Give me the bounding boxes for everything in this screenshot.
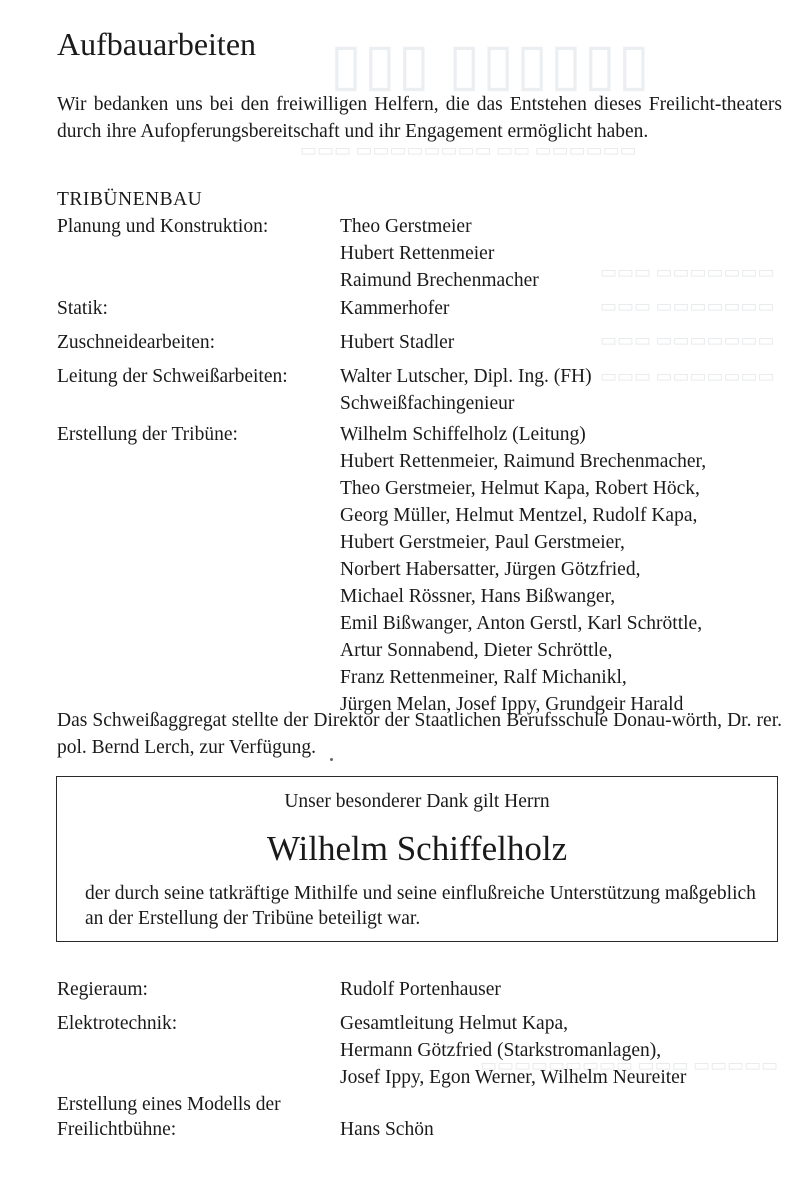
credit-label: Regieraum: — [57, 979, 148, 1000]
credit-name: Emil Bißwanger, Anton Gerstl, Karl Schröttle, — [340, 613, 703, 634]
section-title: TRIBÜNENBAU — [57, 189, 203, 210]
credit-name: Hubert Rettenmeier — [340, 243, 495, 264]
credit-name: Josef Ippy, Egon Werner, Wilhelm Neureiter — [340, 1067, 687, 1088]
credit-name: Raimund Brechenmacher — [340, 270, 539, 291]
speck — [330, 758, 333, 761]
show-through-text: ▭▭▭▭▭▭▭▭▭ ▭▭▭ ▭▭▭▭▭ — [480, 1055, 779, 1075]
credit-name: Theo Gerstmeier — [340, 216, 472, 237]
credit-label: Erstellung der Tribüne: — [57, 424, 238, 445]
show-through-text: ▯▯▯ ▯▯▯▯▯▯ — [330, 32, 652, 97]
credit-label: Planung und Konstruktion: — [57, 216, 269, 237]
credit-name: Rudolf Portenhauser — [340, 979, 501, 1000]
welder-note: Das Schweißaggregat stellte der Direktor der Staatlichen Berufsschule Donau-wörth, Dr. rer. pol. Bernd Lerch, zur Verfügung. — [57, 710, 782, 758]
credit-name: Michael Rössner, Hans Bißwanger, — [340, 586, 616, 607]
credit-name: Artur Sonnabend, Dieter Schröttle, — [340, 640, 613, 661]
credit-names — [340, 363, 790, 417]
show-through-text: ▭▭▭ ▭▭▭▭▭▭▭ — [600, 262, 775, 282]
credit-name: Hermann Götzfried (Starkstromanlagen), — [340, 1040, 662, 1061]
show-through-text: ▭▭▭ ▭▭▭▭▭▭▭ — [600, 330, 775, 350]
credit-names — [340, 421, 790, 718]
credit-names — [340, 295, 790, 322]
credit-label: Zuschneidearbeiten: — [57, 332, 216, 353]
credit-name: Norbert Habersatter, Jürgen Götzfried, — [340, 559, 641, 580]
credit-names — [340, 1010, 790, 1091]
credit-label: Erstellung eines Modells der Freilichtbühne: — [57, 1094, 281, 1140]
page-title: Aufbauarbeiten — [57, 26, 257, 62]
show-through-text: ▭▭▭ ▭▭▭▭▭▭▭ — [600, 296, 775, 316]
credit-name: Hubert Stadler — [340, 332, 455, 353]
credit-label: Elektrotechnik: — [57, 1013, 178, 1034]
credit-name: Hubert Gerstmeier, Paul Gerstmeier, — [340, 532, 625, 553]
show-through-text: ▭▭▭ ▭▭▭▭▭▭▭ — [600, 366, 775, 386]
intro-paragraph: Wir bedanken uns bei den freiwilligen Helfern, die das Entstehen dieses Freilicht-theaters durch ihre Aufopferungsbereitschaft und ihr Engagement ermöglicht haben. — [57, 94, 782, 142]
credit-name: Hans Schön — [340, 1119, 434, 1140]
credit-name: Walter Lutscher, Dipl. Ing. (FH) — [340, 366, 592, 387]
special-thanks-box — [56, 776, 778, 942]
special-thanks-intro: Unser besonderer Dank gilt Herrn — [284, 791, 550, 812]
credit-label: Leitung der Schweißarbeiten: — [57, 366, 288, 387]
credit-names — [340, 976, 790, 1003]
credit-name: Jürgen Melan, Josef Ippy, Grundgeir Harald — [340, 694, 684, 715]
show-through-text: ▭▭▭ ▭▭▭▭▭▭▭▭ ▭▭ ▭▭▭▭▭▭ — [300, 140, 637, 160]
credit-name: Theo Gerstmeier, Helmut Kapa, Robert Höck, — [340, 478, 700, 499]
credit-name: Georg Müller, Helmut Mentzel, Rudolf Kapa, — [340, 505, 698, 526]
credit-name: Wilhelm Schiffelholz (Leitung) — [340, 424, 586, 445]
credit-names — [340, 1117, 790, 1142]
credit-name: Gesamtleitung Helmut Kapa, — [340, 1013, 568, 1034]
special-thanks-text: der durch seine tatkräftige Mithilfe und seine einflußreiche Unterstützung maßgeblich an der Erstellung der Tribüne beteiligt war. — [85, 883, 756, 929]
credit-names — [340, 213, 790, 294]
credit-name: Kammerhofer — [340, 298, 450, 319]
credit-name: Schweißfachingenieur — [340, 393, 515, 414]
credit-names — [340, 329, 790, 356]
special-thanks-name: Wilhelm Schiffelholz — [266, 829, 568, 868]
credit-name: Hubert Rettenmeier, Raimund Brechenmacher, — [340, 451, 707, 472]
credit-name: Franz Rettenmeiner, Ralf Michanikl, — [340, 667, 627, 688]
credit-label: Statik: — [57, 298, 108, 319]
